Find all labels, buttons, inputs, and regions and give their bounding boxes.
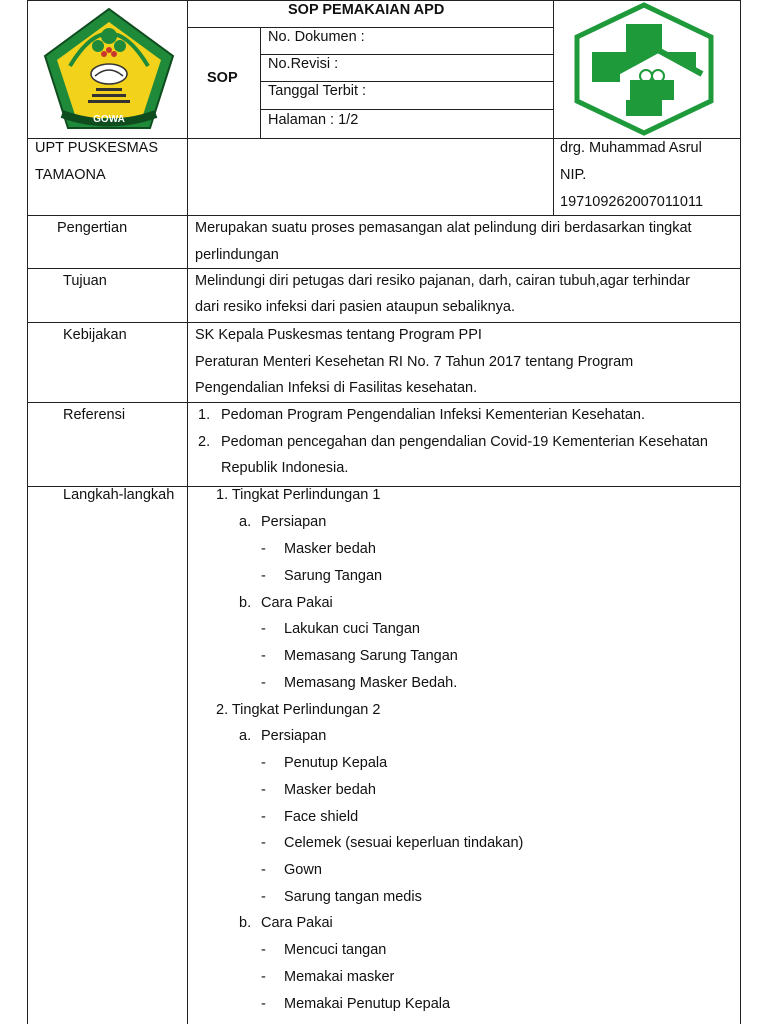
referensi-item-text: Pedoman pencegahan dan pengendalian Covid-19 Kementerian Kesehatan xyxy=(221,434,708,450)
table-border-left xyxy=(27,0,28,1024)
list-dash: - xyxy=(261,835,266,851)
gowa-regency-emblem-icon xyxy=(40,6,178,132)
referensi-label: Referensi xyxy=(63,407,126,423)
emblem-text: GOWA xyxy=(93,114,125,125)
kebijakan-text-line2: Peraturan Menteri Kesehetan RI No. 7 Tahun 2017 tentang Program xyxy=(195,354,634,370)
unit-name-line2: TAMAONA xyxy=(35,167,106,183)
header-title-underline xyxy=(187,27,554,28)
level-title: 2. Tingkat Perlindungan 2 xyxy=(216,702,381,718)
pengertian-text-line1: Merupakan suatu proses pemasangan alat pelindung diri berdasarkan tingkat xyxy=(195,220,692,236)
pengertian-label: Pengertian xyxy=(57,220,128,236)
sub-title: Cara Pakai xyxy=(261,595,333,611)
sub-title: Persiapan xyxy=(261,514,327,530)
tujuan-text-line2: dari resiko infeksi dari pasien ataupun sebaliknya. xyxy=(195,299,515,315)
list-dash: - xyxy=(261,969,266,985)
kebijakan-text-line1: SK Kepala Puskesmas tentang Program PPI xyxy=(195,327,482,343)
sub-title: Persiapan xyxy=(261,728,327,744)
document-title: SOP PEMAKAIAN APD xyxy=(288,2,445,18)
list-dash: - xyxy=(261,862,266,878)
list-dash: - xyxy=(261,568,266,584)
list-dash: - xyxy=(261,809,266,825)
sub-letter: a. xyxy=(239,728,252,744)
kebijakan-row-bottom-border xyxy=(27,402,741,403)
sop-label: SOP xyxy=(207,70,238,86)
head-name: drg. Muhammad Asrul xyxy=(560,140,702,156)
list-item: Memakai masker xyxy=(284,969,395,985)
list-item: Memasang Sarung Tangan xyxy=(284,648,458,664)
tujuan-text-line1: Melindungi diri petugas dari resiko pajanan, darh, cairan tubuh,agar terhindar xyxy=(195,273,690,289)
sub-letter: b. xyxy=(239,915,252,931)
nip-number: 197109262007011011 xyxy=(560,194,704,210)
list-item: Memakai Penutup Kepala xyxy=(284,996,451,1012)
kebijakan-label: Kebijakan xyxy=(63,327,127,343)
tujuan-row-bottom-border xyxy=(27,322,741,323)
pengertian-text-line2: perlindungan xyxy=(195,247,279,263)
revision-field: No.Revisi : xyxy=(268,56,339,72)
referensi-item-number: 1. xyxy=(198,407,211,423)
sub-letter: b. xyxy=(239,595,252,611)
tujuan-label: Tujuan xyxy=(63,273,107,289)
list-dash: - xyxy=(261,541,266,557)
list-dash: - xyxy=(261,621,266,637)
list-item: Sarung tangan medis xyxy=(284,889,422,905)
list-dash: - xyxy=(261,782,266,798)
issue-date-field: Tanggal Terbit : xyxy=(268,83,367,99)
nip-label: NIP. xyxy=(560,167,587,183)
sub-letter: a. xyxy=(239,514,252,530)
doc-number-field: No. Dokumen : xyxy=(268,29,365,45)
unit-name-line1: UPT PUSKESMAS xyxy=(35,140,159,156)
list-item: Face shield xyxy=(284,809,359,825)
list-item: Sarung Tangan xyxy=(284,568,383,584)
list-item: Gown xyxy=(284,862,322,878)
list-dash: - xyxy=(261,996,266,1012)
list-item: Masker bedah xyxy=(284,541,376,557)
sub-title: Cara Pakai xyxy=(261,915,333,931)
pengertian-row-bottom-border xyxy=(27,268,741,269)
column-divider-main xyxy=(187,0,188,1024)
page-number-field: Halaman : 1/2 xyxy=(268,112,359,128)
list-item: Mencuci tangan xyxy=(284,942,387,958)
list-dash: - xyxy=(261,755,266,771)
puskesmas-logo-icon xyxy=(570,2,718,136)
list-dash: - xyxy=(261,889,266,905)
column-divider-right xyxy=(553,0,554,216)
kebijakan-text-line3: Pengendalian Infeksi di Fasilitas kesehatan. xyxy=(195,380,478,396)
referensi-item-text: Pedoman Program Pengendalian Infeksi Kementerian Kesehatan. xyxy=(221,407,645,423)
referensi-item-text-continued: Republik Indonesia. xyxy=(221,460,349,476)
list-item: Penutup Kepala xyxy=(284,755,388,771)
list-item: Lakukan cuci Tangan xyxy=(284,621,420,637)
table-border-right xyxy=(740,0,741,1024)
info-row-bottom-border xyxy=(27,215,741,216)
list-dash: - xyxy=(261,675,266,691)
referensi-item-number: 2. xyxy=(198,434,211,450)
column-divider-sop xyxy=(260,28,261,139)
list-dash: - xyxy=(261,942,266,958)
list-item: Memasang Masker Bedah. xyxy=(284,675,458,691)
list-item: Masker bedah xyxy=(284,782,376,798)
langkah-label: Langkah-langkah xyxy=(63,487,175,503)
list-item: Celemek (sesuai keperluan tindakan) xyxy=(284,835,524,851)
list-dash: - xyxy=(261,648,266,664)
level-title: 1. Tingkat Perlindungan 1 xyxy=(216,487,381,503)
